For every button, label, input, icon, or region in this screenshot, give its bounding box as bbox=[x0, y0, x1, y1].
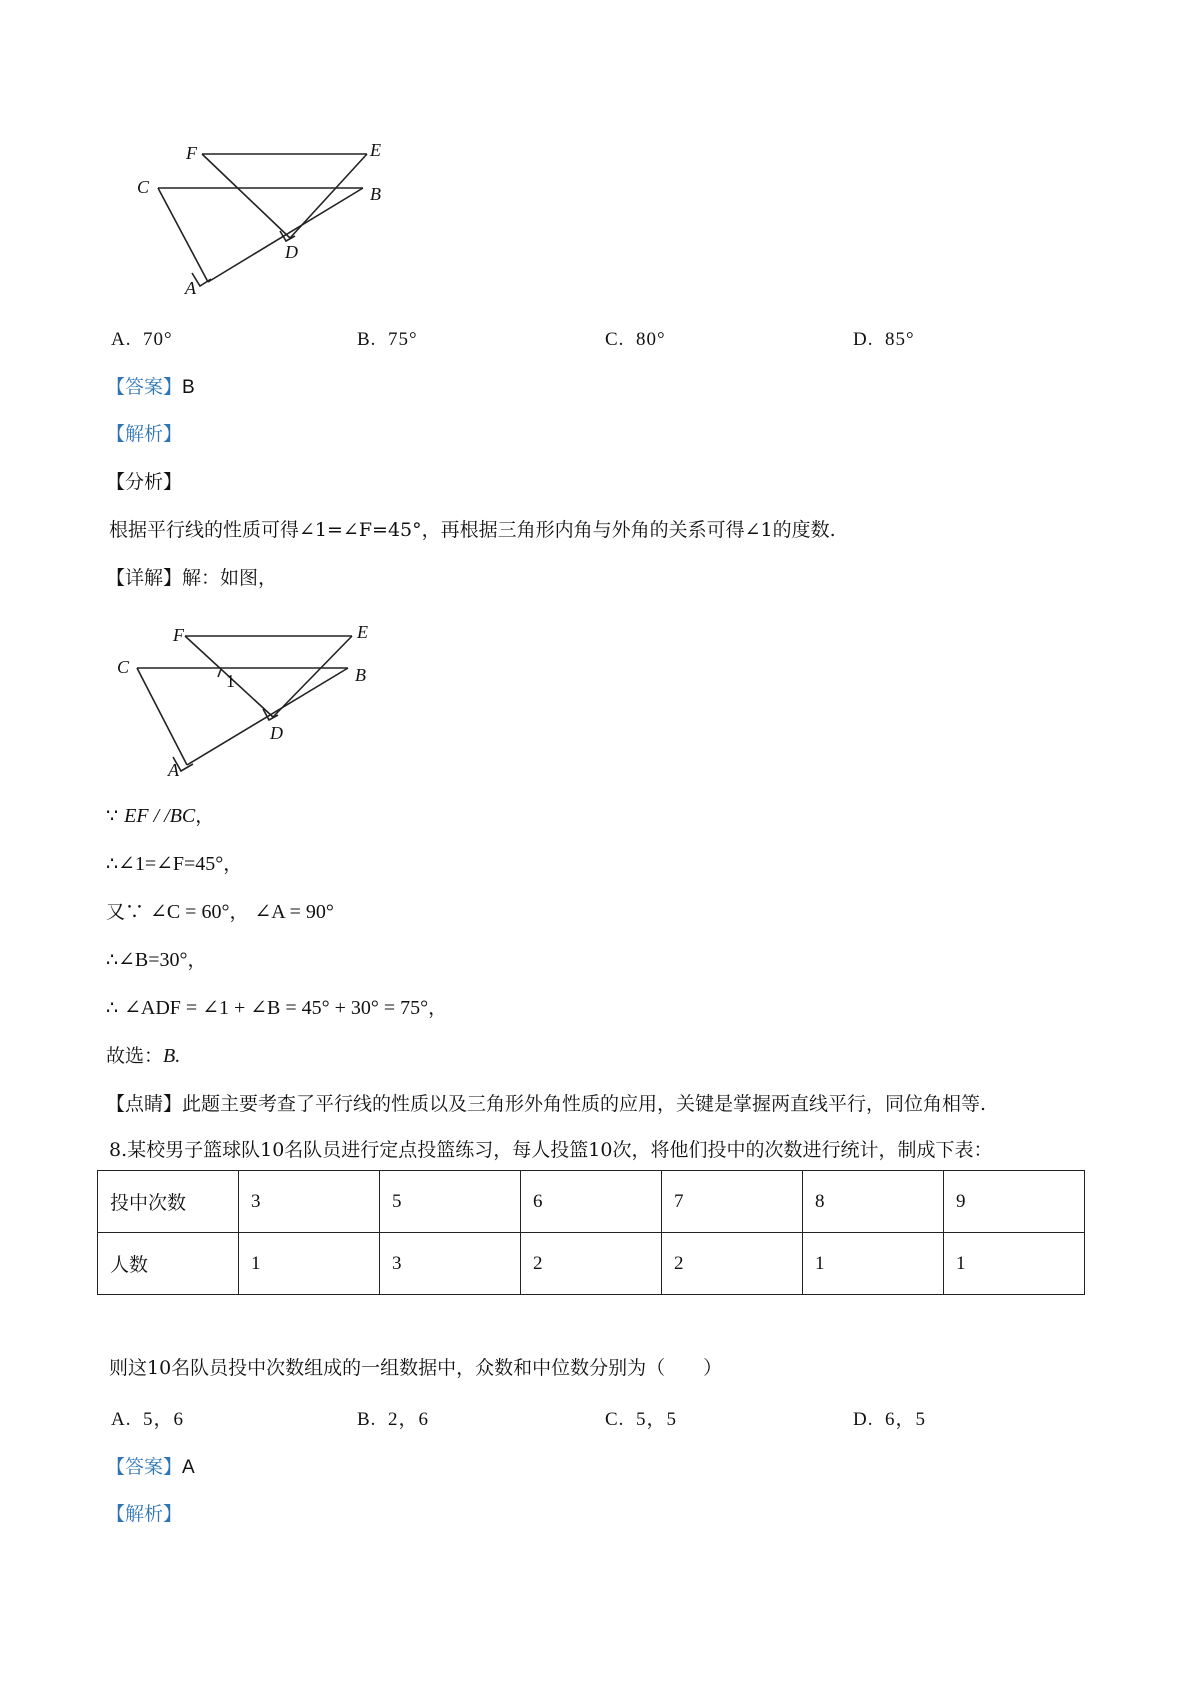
fenxi-tag: 【分析】 bbox=[106, 471, 183, 493]
table-cell: 9 bbox=[944, 1171, 1085, 1233]
label-c: C bbox=[137, 177, 150, 197]
choice-line: 故选：B. bbox=[106, 1045, 181, 1067]
table-row bbox=[98, 1233, 1085, 1295]
q8-answer-line: 【答案】A bbox=[106, 1456, 195, 1478]
table-cell: 2 bbox=[662, 1233, 803, 1295]
table-cell: 人数 bbox=[98, 1233, 239, 1295]
q8-analysis-tag: 【解析】 bbox=[106, 1503, 183, 1525]
label-b: B bbox=[370, 184, 381, 204]
answer-line: 【答案】B bbox=[106, 376, 195, 398]
label-d: D bbox=[285, 242, 298, 262]
label-d: D bbox=[270, 723, 283, 743]
table-cell: 1 bbox=[239, 1233, 380, 1295]
table-cell: 1 bbox=[944, 1233, 1085, 1295]
label-e: E bbox=[357, 622, 368, 642]
table-cell: 8 bbox=[803, 1171, 944, 1233]
q8-option-d: D. 6，5 bbox=[853, 1409, 926, 1430]
figure-1-triangle-diagram bbox=[120, 130, 400, 300]
fenxi-text: 根据平行线的性质可得∠1=∠F=45°，再根据三角形内角与外角的关系可得∠1的度数. bbox=[109, 519, 836, 541]
option-a: A. 70° bbox=[111, 329, 173, 350]
table-cell: 2 bbox=[521, 1233, 662, 1295]
table-cell: 3 bbox=[239, 1171, 380, 1233]
label-b: B bbox=[355, 665, 366, 685]
q8-stats-table bbox=[97, 1170, 1085, 1295]
step-5: ∴ ∠ADF = ∠1 + ∠B = 45° + 30° = 75°， bbox=[106, 997, 448, 1019]
q8-option-c: C. 5，5 bbox=[605, 1409, 677, 1430]
analysis-tag: 【解析】 bbox=[106, 423, 183, 445]
label-e: E bbox=[370, 140, 381, 160]
step-2: ∴∠1=∠F=45°， bbox=[106, 853, 243, 875]
table-cell: 7 bbox=[662, 1171, 803, 1233]
label-a: A bbox=[168, 760, 179, 780]
step-4: ∴∠B=30°， bbox=[106, 949, 207, 971]
q8-stem: 8.某校男子篮球队10名队员进行定点投篮练习，每人投篮10次，将他们投中的次数进行统计，制成下表： bbox=[109, 1139, 993, 1161]
label-angle-1: 1 bbox=[226, 671, 235, 691]
option-b: B. 75° bbox=[357, 329, 418, 350]
q8-option-a: A. 5，6 bbox=[111, 1409, 184, 1430]
q8-option-b: B. 2，6 bbox=[357, 1409, 429, 1430]
q8-question: 则这10名队员投中次数组成的一组数据中，众数和中位数分别为（ ） bbox=[109, 1357, 723, 1379]
label-a: A bbox=[185, 278, 196, 298]
table-cell: 投中次数 bbox=[98, 1171, 239, 1233]
table-cell: 6 bbox=[521, 1171, 662, 1233]
label-f: F bbox=[186, 143, 197, 163]
option-c: C. 80° bbox=[605, 329, 666, 350]
table-row bbox=[98, 1171, 1085, 1233]
dianjing-line: 【点睛】此题主要考查了平行线的性质以及三角形外角性质的应用，关键是掌握两直线平行，同位角相等. bbox=[106, 1093, 987, 1115]
option-d: D. 85° bbox=[853, 329, 915, 350]
table-cell: 1 bbox=[803, 1233, 944, 1295]
table-cell: 3 bbox=[380, 1233, 521, 1295]
detail-line: 【详解】解：如图， bbox=[106, 567, 278, 589]
label-c: C bbox=[117, 657, 130, 677]
step-1: ∵ EF / /BC， bbox=[106, 805, 215, 827]
step-3: 又∵ ∠C = 60°， ∠A = 90° bbox=[106, 901, 334, 923]
table-cell: 5 bbox=[380, 1171, 521, 1233]
figure-2-triangle-diagram-with-angle1 bbox=[105, 615, 415, 795]
label-f: F bbox=[173, 625, 184, 645]
